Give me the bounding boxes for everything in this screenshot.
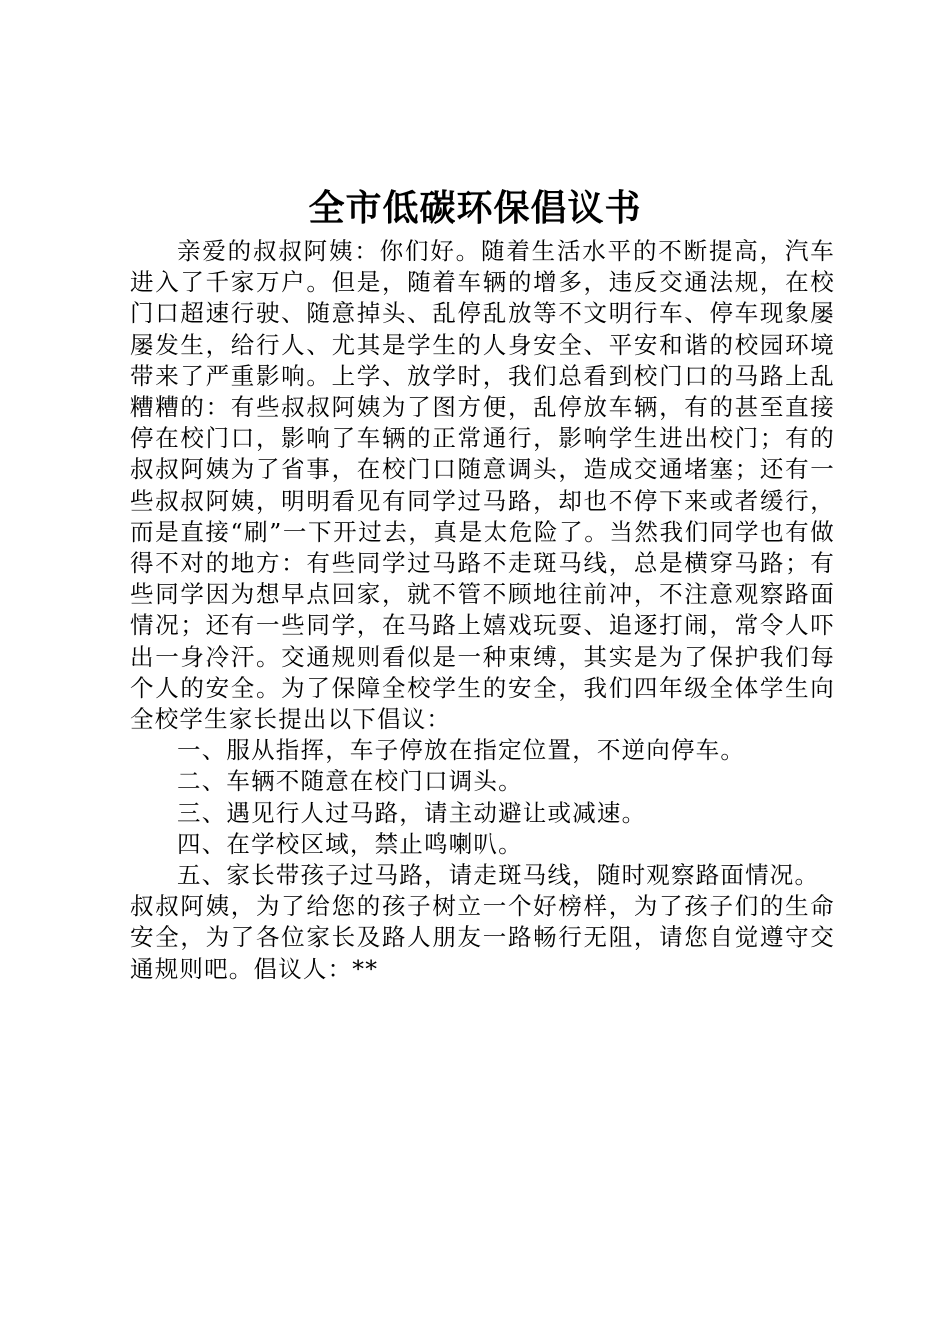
proposal-item-3: 三、遇见行人过马路，请主动避让或减速。 [177, 798, 647, 827]
closing-paragraph: 叔叔阿姨，为了给您的孩子树立一个好榜样，为了孩子们的生命安全，为了各位家长及路人朋友一路畅行无阻，请您自觉遵守交通规则吧。倡议人：** [130, 892, 835, 983]
proposal-item-5: 五、家长带孩子过马路，请走斑马线，随时观察路面情况。 [177, 861, 820, 890]
intro-paragraph: 亲爱的叔叔阿姨：你们好。随着生活水平的不断提高，汽车进入了千家万户。但是，随着车辆的增多，违反交通法规，在校门口超速行驶、随意掉头、乱停乱放等不文明行车、停车现象屡屡发生，给行人、尤其是学生的人身安全、平安和谐的校园环境带来了严重影响。上学、放学时，我们总看到校门口的马路上乱糟糟的：有些叔叔阿姨为了图方便，乱停放车辆，有的甚至直接停在校门口，影响了车辆的正常通行，影响学生进出校门；有的叔叔阿姨为了省事，在校门口随意调头，造成交通堵塞；还有一些叔叔阿姨，明明看见有同学过马路，却也不停下来或者缓行，而是直接“刷”一下开过去，真是太危险了。当然我们同学也有做得不对的地方：有些同学过马路不走斑马线，总是横穿马路；有些同学因为想早点回家，就不管不顾地往前冲，不注意观察路面情况；还有一些同学，在马路上嬉戏玩耍、追逐打闹，常令人吓出一身冷汗。交通规则看似是一种束缚，其实是为了保护我们每个人的安全。为了保障全校学生的安全，我们四年级全体学生向全校学生家长提出以下倡议： [130, 237, 835, 734]
proposal-item-2: 二、车辆不随意在校门口调头。 [177, 767, 523, 796]
proposal-item-1: 一、服从指挥，车子停放在指定位置，不逆向停车。 [177, 736, 746, 765]
proposal-item-4: 四、在学校区域，禁止鸣喇叭。 [177, 829, 523, 858]
document-body [130, 236, 835, 985]
document-title: 全市低碳环保倡议书 [308, 188, 642, 229]
